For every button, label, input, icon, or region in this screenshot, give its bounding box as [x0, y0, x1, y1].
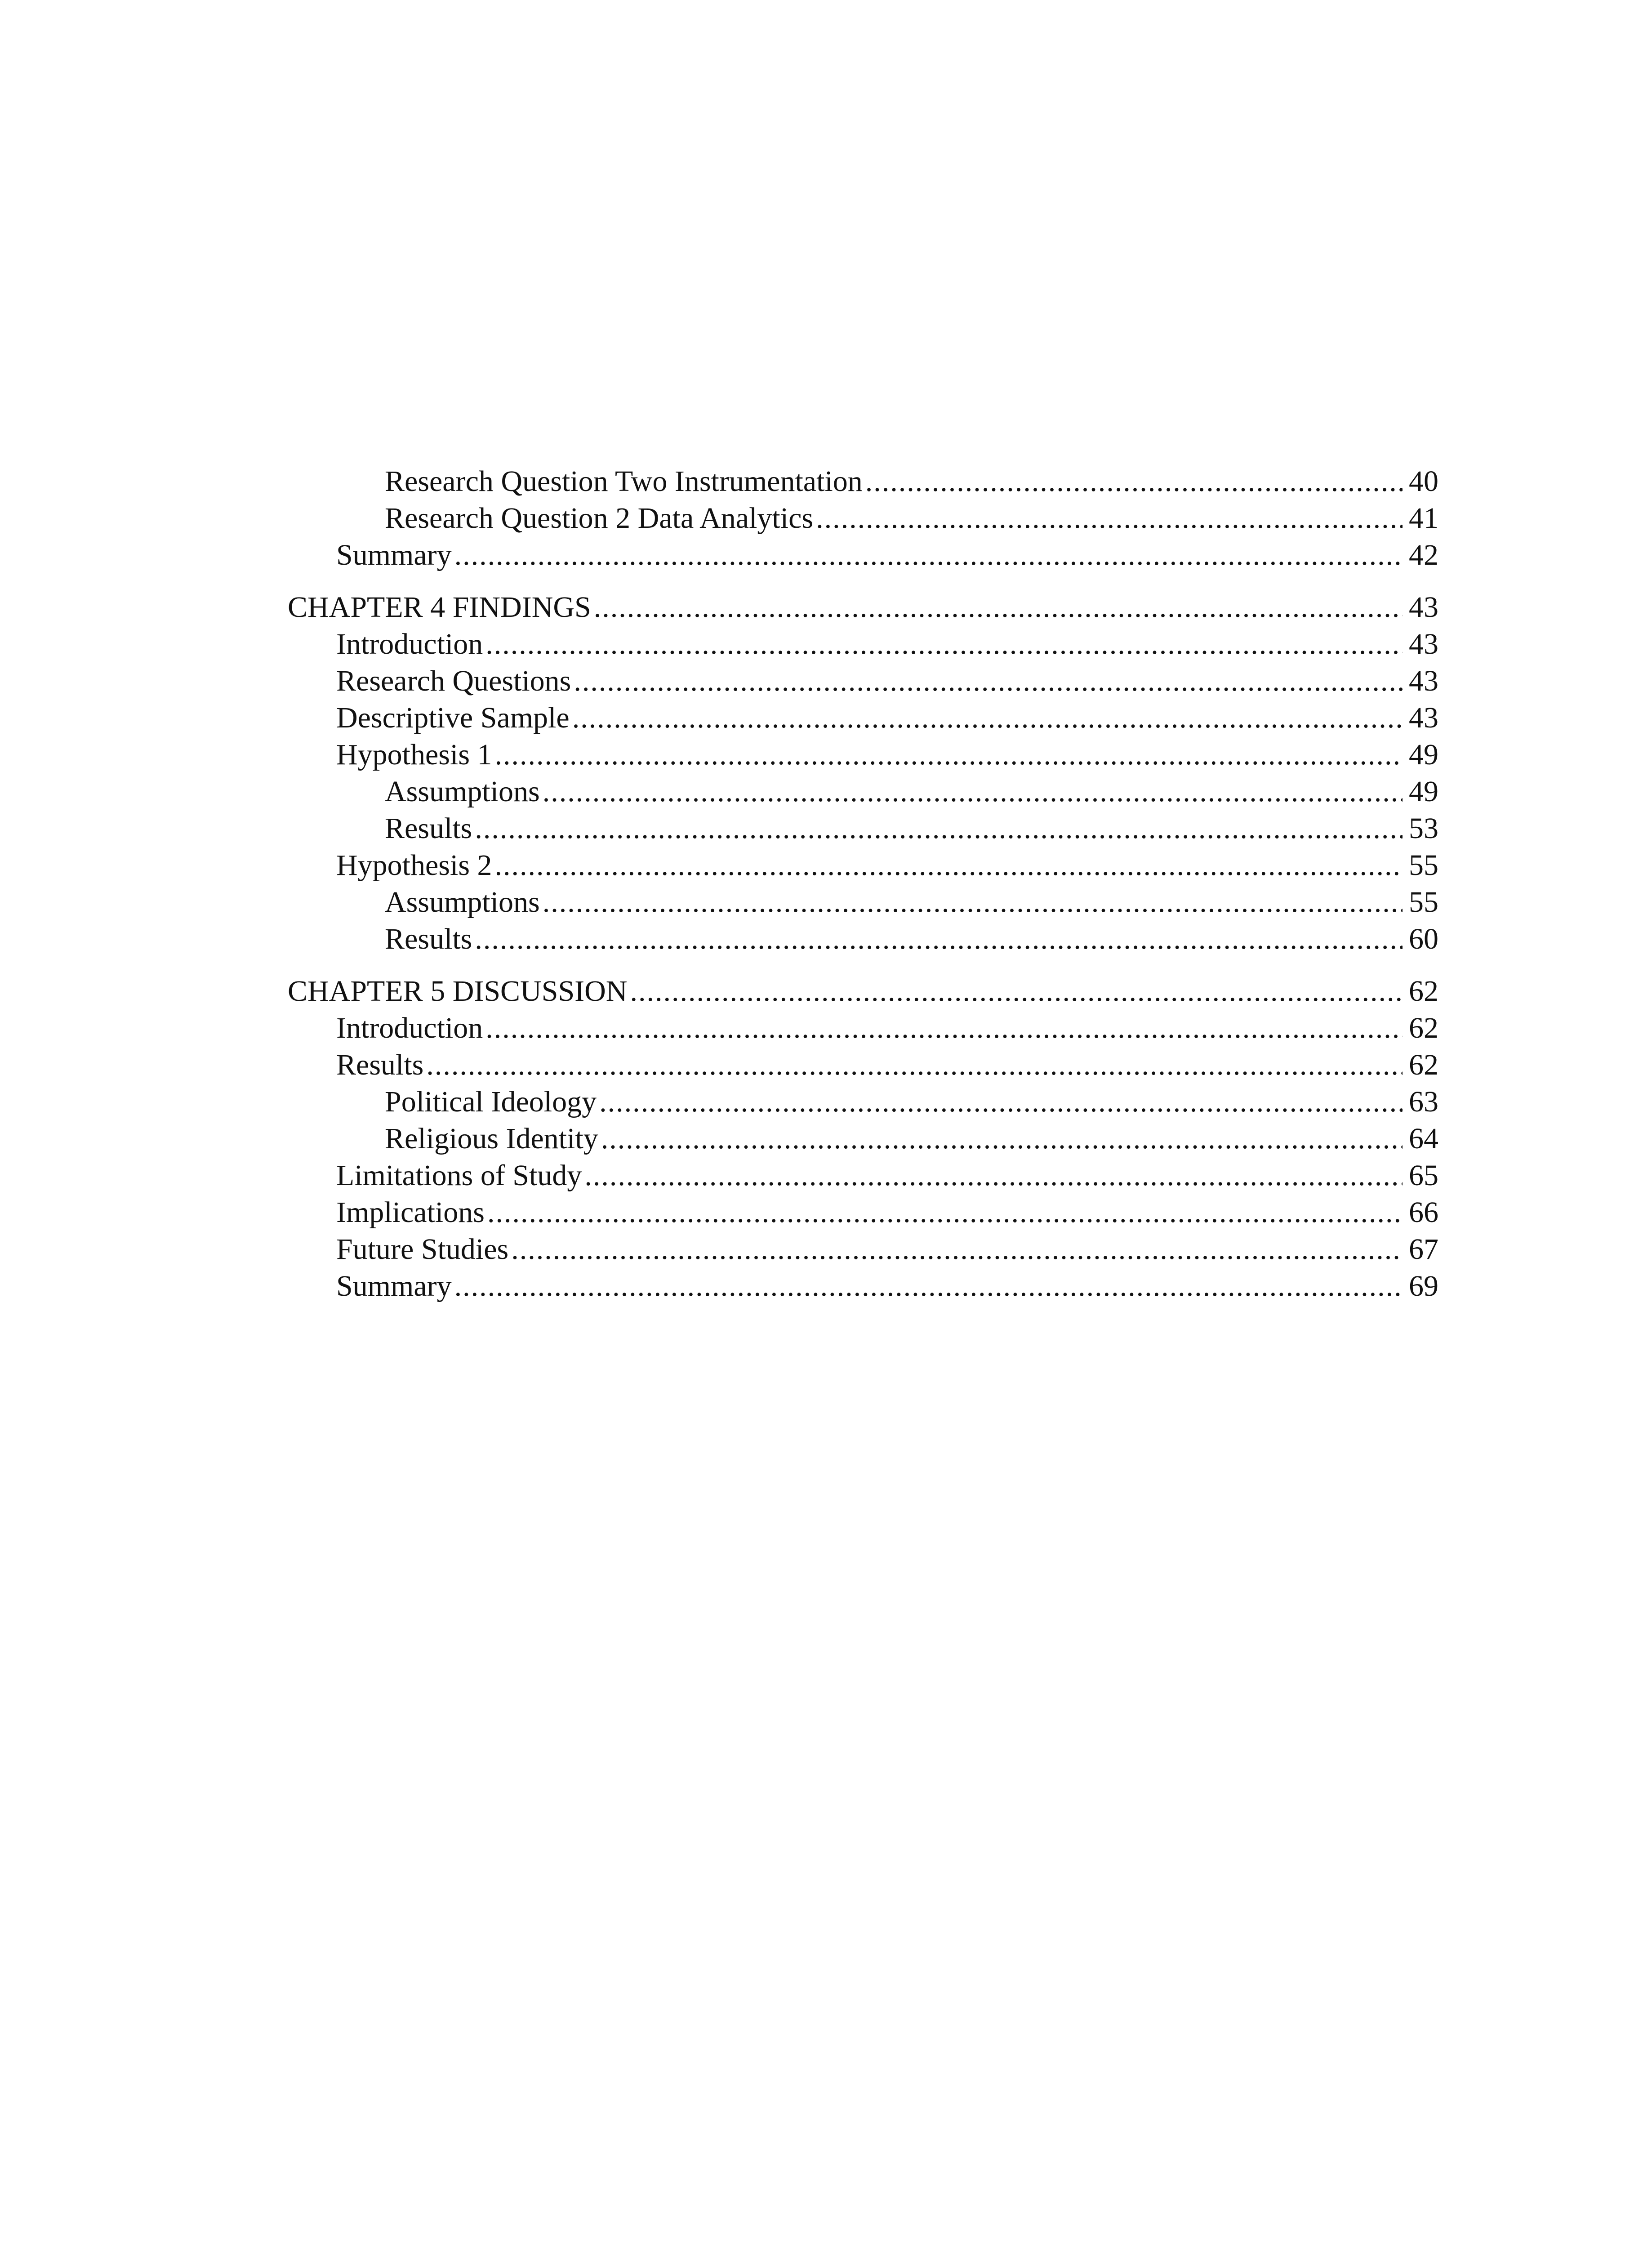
- toc-entry: [288, 1047, 1438, 1084]
- toc-page-number: 62: [1409, 1048, 1438, 1081]
- toc-entry: [288, 700, 1438, 736]
- toc-dot-leader: [475, 810, 1403, 847]
- toc-page-number: 43: [1409, 628, 1438, 660]
- toc-page-number: 62: [1409, 975, 1438, 1008]
- toc-dot-leader: [630, 973, 1403, 1010]
- toc-dot-leader: [816, 500, 1403, 537]
- toc-dot-leader: [485, 626, 1403, 663]
- toc-entry: [288, 810, 1438, 847]
- toc-dot-leader: [495, 736, 1403, 773]
- toc-dot-leader: [594, 589, 1403, 626]
- toc-page-number: 43: [1409, 701, 1438, 734]
- toc-entry-label: Introduction: [336, 1012, 483, 1044]
- toc-dot-leader: [572, 700, 1403, 736]
- toc-page-number: 55: [1409, 886, 1438, 919]
- toc-dot-leader: [495, 847, 1403, 884]
- toc-page-number: 49: [1409, 775, 1438, 808]
- toc-dot-leader: [543, 773, 1403, 810]
- toc-page-number: 42: [1409, 539, 1438, 571]
- toc-entry-label: Research Question 2 Data Analytics: [385, 502, 814, 535]
- toc-dot-leader: [426, 1047, 1403, 1084]
- toc-entry: [288, 1084, 1438, 1120]
- table-of-contents: [288, 463, 1438, 1305]
- toc-entry-label: Research Questions: [336, 665, 571, 697]
- toc-entry-label: CHAPTER 4 FINDINGS: [288, 591, 591, 624]
- toc-entry: [288, 773, 1438, 810]
- toc-page-number: 62: [1409, 1012, 1438, 1044]
- toc-page-number: 40: [1409, 465, 1438, 498]
- toc-entry-label: Summary: [336, 1270, 452, 1302]
- toc-dot-leader: [584, 1157, 1403, 1194]
- toc-dot-leader: [511, 1231, 1403, 1268]
- toc-entry: [288, 1157, 1438, 1194]
- toc-page-number: 65: [1409, 1159, 1438, 1192]
- toc-page-number: 55: [1409, 849, 1438, 882]
- toc-dot-leader: [601, 1120, 1403, 1157]
- toc-entry: [288, 884, 1438, 921]
- toc-entry-label: Assumptions: [385, 886, 540, 919]
- toc-dot-leader: [485, 1010, 1403, 1047]
- toc-dot-leader: [475, 921, 1403, 958]
- toc-entry-label: Results: [385, 923, 472, 955]
- toc-page-number: 67: [1409, 1233, 1438, 1266]
- toc-entry-label: Summary: [336, 539, 452, 571]
- toc-entry: [288, 847, 1438, 884]
- toc-entry-label: Political Ideology: [385, 1085, 597, 1118]
- toc-entry: [288, 463, 1438, 500]
- toc-entry-label: Assumptions: [385, 775, 540, 808]
- toc-page-number: 43: [1409, 665, 1438, 697]
- toc-entry-label: Limitations of Study: [336, 1159, 582, 1192]
- toc-entry: [288, 1194, 1438, 1231]
- toc-chapter-heading: [288, 589, 1438, 626]
- toc-page-number: 53: [1409, 812, 1438, 845]
- toc-entry-label: Future Studies: [336, 1233, 509, 1266]
- toc-entry-label: Results: [336, 1048, 424, 1081]
- toc-entry-label: Hypothesis 1: [336, 738, 492, 771]
- toc-page-number: 60: [1409, 923, 1438, 955]
- toc-entry: [288, 537, 1438, 574]
- toc-dot-leader: [574, 663, 1403, 700]
- toc-entry-label: Introduction: [336, 628, 483, 660]
- toc-entry: [288, 1231, 1438, 1268]
- toc-entry-label: Religious Identity: [385, 1122, 598, 1155]
- toc-entry: [288, 921, 1438, 958]
- toc-entry: [288, 626, 1438, 663]
- toc-page-number: 69: [1409, 1270, 1438, 1302]
- toc-chapter-heading: [288, 973, 1438, 1010]
- toc-entry-label: Descriptive Sample: [336, 701, 570, 734]
- toc-page-number: 49: [1409, 738, 1438, 771]
- toc-dot-leader: [543, 884, 1403, 921]
- toc-page-number: 66: [1409, 1196, 1438, 1229]
- toc-entry: [288, 1010, 1438, 1047]
- toc-page-number: 64: [1409, 1122, 1438, 1155]
- toc-entry-label: Research Question Two Instrumentation: [385, 465, 863, 498]
- toc-entry: [288, 736, 1438, 773]
- toc-entry-label: CHAPTER 5 DISCUSSION: [288, 975, 628, 1008]
- toc-dot-leader: [454, 1268, 1403, 1305]
- toc-dot-leader: [865, 463, 1403, 500]
- toc-entry: [288, 663, 1438, 700]
- toc-entry: [288, 1268, 1438, 1305]
- toc-page-number: 41: [1409, 502, 1438, 535]
- toc-entry: [288, 500, 1438, 537]
- toc-dot-leader: [487, 1194, 1403, 1231]
- toc-entry-label: Results: [385, 812, 472, 845]
- toc-page-number: 63: [1409, 1085, 1438, 1118]
- toc-dot-leader: [454, 537, 1403, 574]
- toc-entry-label: Hypothesis 2: [336, 849, 492, 882]
- toc-page-number: 43: [1409, 591, 1438, 624]
- toc-entry: [288, 1120, 1438, 1157]
- toc-entry-label: Implications: [336, 1196, 485, 1229]
- toc-dot-leader: [599, 1084, 1403, 1120]
